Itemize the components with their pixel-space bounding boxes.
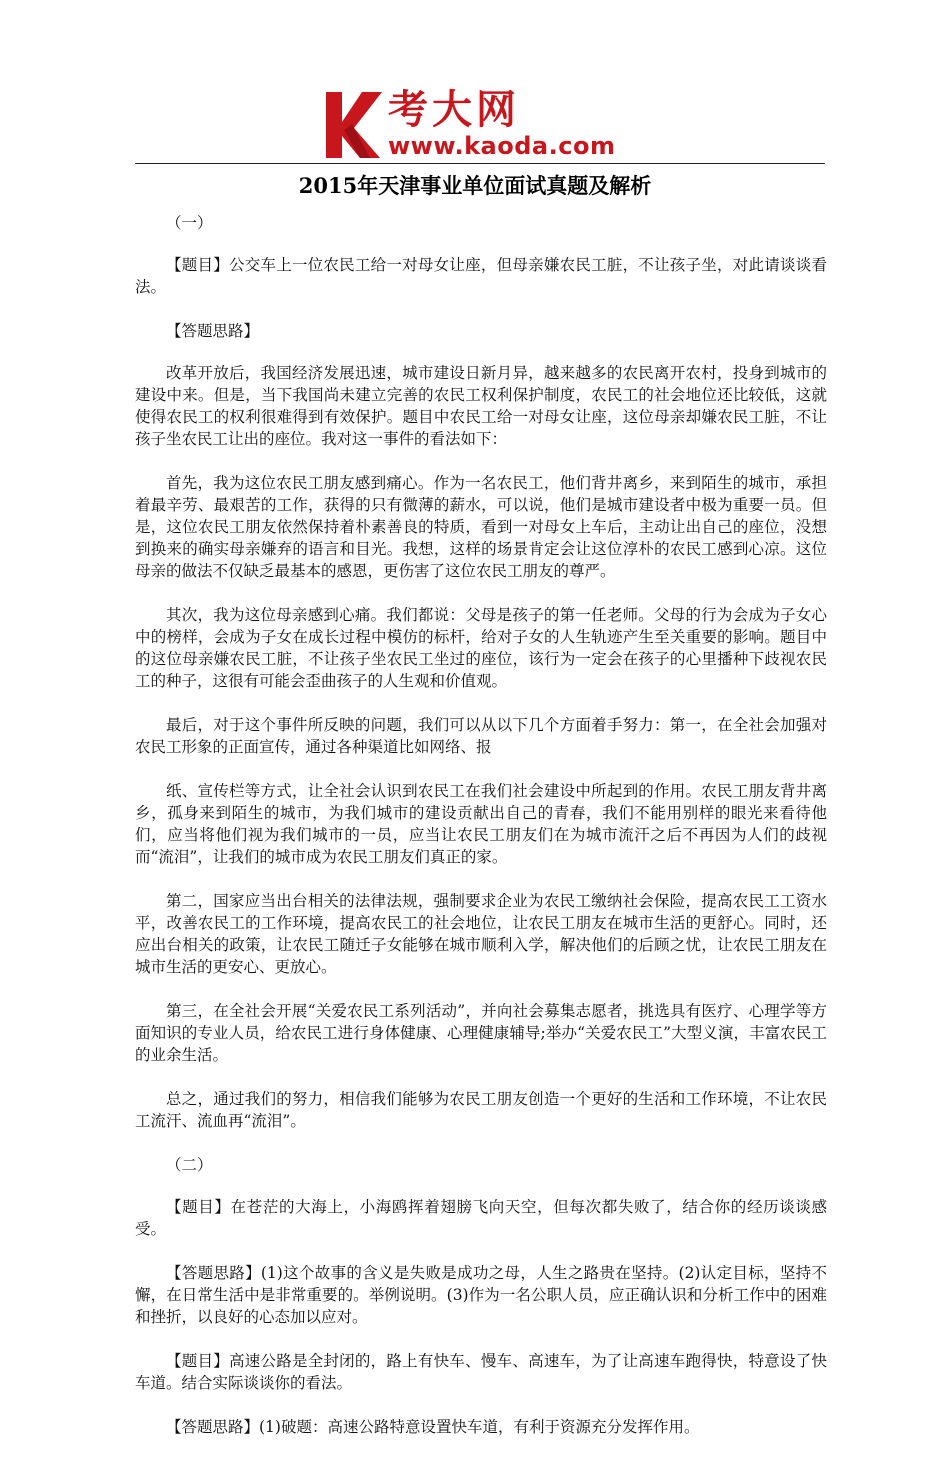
paragraph: 第二，国家应当出台相关的法律法规，强制要求企业为农民工缴纳社会保险，提高农民工工资水平，改善农民工的工作环境，提高农民工的社会地位，让农民工朋友在城市生活的更舒心。同时，还应出台相关的政策，让农民工随迁子女能够在城市顺利入学，解决他们的后顾之忧，让农民工朋友在城市生活的更安心、更放心。 [135, 892, 827, 976]
paragraph: 【题目】高速公路是全封闭的，路上有快车、慢车、高速车，为了让高速车跑得快，特意设了快车道。结合实际谈谈你的看法。 [135, 1352, 827, 1392]
k-logo-icon [322, 84, 388, 164]
paragraph: 【答题思路】(1)破题：高速公路特意设置快车道，有利于资源充分发挥作用。 [166, 1418, 700, 1436]
logo-title: 考大网 [388, 87, 520, 133]
paragraph: 首先，我为这位农民工朋友感到痛心。作为一名农民工，他们背井离乡，来到陌生的城市，承担着最辛劳、最艰苦的工作，获得的只有微薄的薪水，可以说，他们是城市建设者中极为重要一员。但是，这位农民工朋友依然保持着朴素善良的特质，看到一对母女上车后，主动让出自己的座位，没想到换来的确实母亲嫌弃的语言和目光。我想，这样的场景肯定会让这位淳朴的农民工感到心凉。这位母亲的做法不仅缺乏最基本的感恩，更伤害了这位农民工朋友的尊严。 [135, 474, 827, 580]
paragraph: 改革开放后，我国经济发展迅速，城市建设日新月异，越来越多的农民离开农村，投身到城市的建设中来。但是，当下我国尚未建立完善的农民工权利保护制度，农民工的社会地位还比较低，这就使得农民工的权利很难得到有效保护。题目中农民工给一对母女让座，这位母亲却嫌农民工脏，不让孩子坐农民工让出的座位。我对这一事件的看法如下： [135, 364, 827, 448]
paragraph: 【答题思路】(1)这个故事的含义是失败是成功之母，人生之路贵在坚持。(2)认定目标，坚持不懈，在日常生活中是非常重要的。举例说明。(3)作为一名公职人员，应正确认识和分析工作中的困难和挫折，以良好的心态加以应对。 [135, 1264, 827, 1326]
header-divider [135, 163, 825, 164]
section-heading: （一） [166, 214, 213, 232]
paragraph: 【答题思路】 [166, 322, 260, 340]
paragraph: 最后，对于这个事件所反映的问题，我们可以从以下几个方面着手努力：第一，在全社会加强对农民工形象的正面宣传，通过各种渠道比如网络、报 [135, 716, 827, 756]
paragraph: 其次，我为这位母亲感到心痛。我们都说：父母是孩子的第一任老师。父母的行为会成为子女心中的榜样，会成为子女在成长过程中模仿的标杆，给对子女的人生轨迹产生至关重要的影响。题目中的这位母亲嫌农民工脏，不让孩子坐农民工坐过的座位，该行为一定会在孩子的心里播种下歧视农民工的种子，这很有可能会歪曲孩子的人生观和价值观。 [135, 606, 827, 690]
logo-url: www.kaoda.com [388, 132, 616, 160]
paragraph: 【题目】在苍茫的大海上，小海鸥挥着翅膀飞向天空，但每次都失败了，结合你的经历谈谈感受。 [135, 1198, 827, 1238]
paragraph: 总之，通过我们的努力，相信我们能够为农民工朋友创造一个更好的生活和工作环境，不让农民工流汗、流血再“流泪”。 [135, 1090, 827, 1130]
paragraph: 第三，在全社会开展“关爱农民工系列活动”，并向社会募集志愿者，挑选具有医疗、心理学等方面知识的专业人员，给农民工进行身体健康、心理健康辅导;举办“关爱农民工”大型义演，丰富农民工的业余生活。 [135, 1002, 827, 1064]
paragraph: 纸、宣传栏等方式，让全社会认识到农民工在我们社会建设中所起到的作用。农民工朋友背井离乡，孤身来到陌生的城市，为我们城市的建设贡献出自己的青春，我们不能用别样的眼光来看待他们，应当将他们视为我们城市的一员，应当让农民工朋友们在为城市流汗之后不再因为人们的歧视而“流泪”，让我们的城市成为农民工朋友们真正的家。 [135, 782, 827, 866]
document-title: 2015年天津事业单位面试真题及解析 [298, 173, 652, 198]
kaoda-logo [322, 84, 652, 166]
paragraph: 【题目】公交车上一位农民工给一对母女让座，但母亲嫌农民工脏，不让孩子坐，对此请谈谈看法。 [135, 256, 827, 296]
document-body [135, 212, 827, 1460]
section-heading: （二） [166, 1156, 213, 1174]
